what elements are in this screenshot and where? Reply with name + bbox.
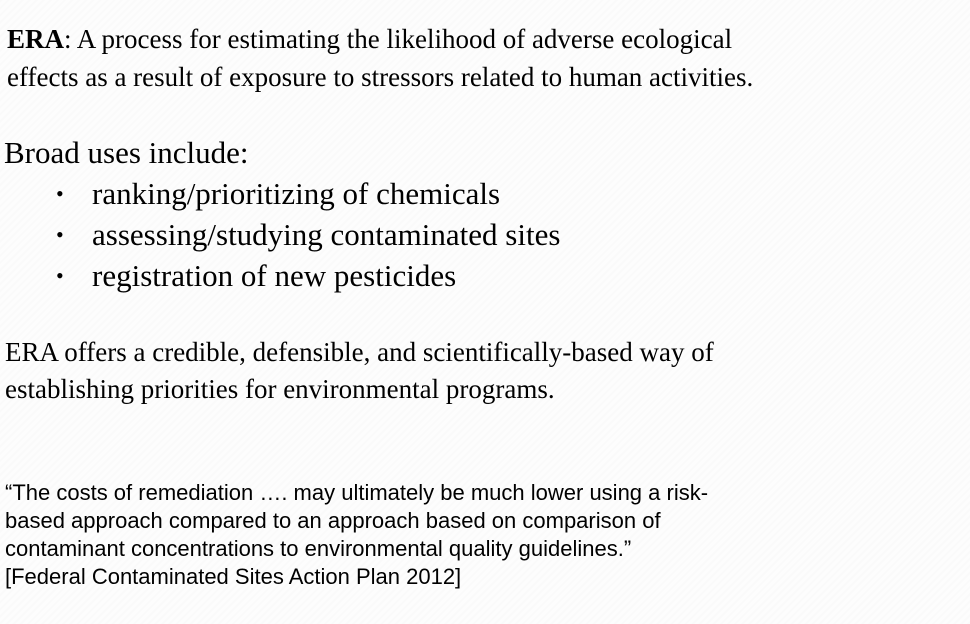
era-offers-paragraph [5,334,955,408]
quote-block [5,479,960,591]
uses-list [56,173,560,296]
quote-citation: [Federal Contaminated Sites Action Plan 2012] [5,564,462,589]
list-item [56,214,560,255]
quote-line-1: “The costs of remediation …. may ultimately be much lower using a risk- [5,480,709,505]
list-item-text: ranking/prioritizing of chemicals [92,176,501,211]
era-offers-line-1: ERA offers a credible, defensible, and scientifically-based way of [5,337,714,367]
bullet-icon: • [56,222,64,247]
bullet-icon: • [56,181,64,206]
era-term: ERA [7,24,65,54]
bullet-icon: • [56,263,64,288]
definition-line-1: : A process for estimating the likelihood of adverse ecological [64,24,733,54]
quote-line-2: based approach compared to an approach based on comparison of [5,508,661,533]
quote-line-3: contaminant concentrations to environmental quality guidelines.” [5,536,632,561]
era-definition [7,20,957,96]
definition-line-2: effects as a result of exposure to stressors related to human activities. [7,62,754,92]
list-item [56,173,560,214]
era-offers-line-2: establishing priorities for environmental programs. [5,374,555,404]
list-item [56,255,560,296]
list-item-text: assessing/studying contaminated sites [92,217,561,252]
uses-heading: Broad uses include: [4,135,249,170]
list-item-text: registration of new pesticides [92,258,457,293]
